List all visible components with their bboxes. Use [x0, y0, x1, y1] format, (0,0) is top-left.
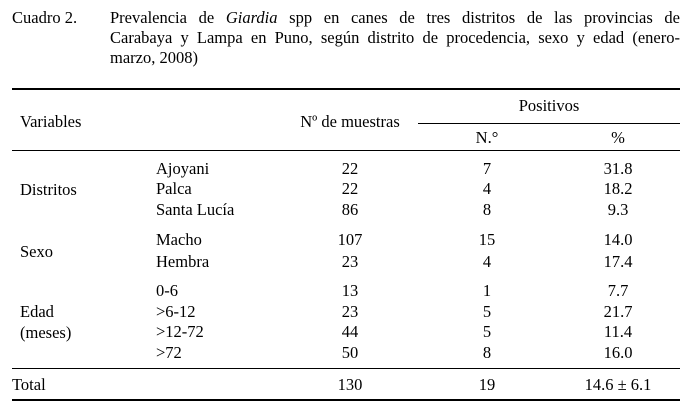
- row-pct: 31.8: [603, 159, 633, 178]
- row-muestras: 23: [341, 302, 359, 321]
- row-category: >6-12: [156, 302, 196, 321]
- row-muestras: 107: [337, 230, 363, 249]
- caption-line-2: [12, 28, 680, 48]
- table-bottom-rule: [12, 399, 680, 401]
- table-top-rule: [12, 88, 680, 90]
- row-pct: 21.7: [603, 302, 633, 321]
- row-n: 15: [478, 230, 496, 249]
- row-category: Ajoyani: [156, 159, 210, 178]
- row-category: Santa Lucía: [156, 200, 235, 219]
- row-pct: 18.2: [603, 179, 633, 198]
- row-n: 4: [482, 252, 492, 271]
- row-pct: 9.3: [607, 200, 629, 219]
- row-n: 1: [482, 281, 492, 300]
- header-n: N.°: [475, 128, 499, 147]
- row-category: >72: [156, 343, 182, 362]
- header-positivos: Positivos: [518, 96, 580, 115]
- caption-text-post: spp en canes de tres distritos de las provincias de: [277, 8, 681, 27]
- caption-line-3: [12, 48, 680, 68]
- row-muestras: 23: [341, 252, 359, 271]
- row-n: 4: [482, 179, 492, 198]
- row-muestras: 50: [341, 343, 359, 362]
- row-pct: 17.4: [603, 252, 633, 271]
- caption-label: Cuadro 2.: [12, 8, 78, 27]
- caption-genus-italic: Giardia: [225, 8, 278, 27]
- caption-line-1-text: [110, 8, 680, 28]
- row-n: 8: [482, 343, 492, 362]
- table-caption: [12, 8, 680, 68]
- total-n: 19: [478, 375, 496, 394]
- group-label-sexo: Sexo: [20, 242, 53, 261]
- row-category: Macho: [156, 230, 202, 249]
- row-category: Palca: [156, 179, 192, 198]
- row-muestras: 44: [341, 322, 359, 341]
- row-pct: 11.4: [603, 322, 633, 341]
- row-category: Hembra: [156, 252, 210, 271]
- header-pct: %: [611, 128, 625, 147]
- total-pct: 14.6 ± 6.1: [584, 375, 652, 394]
- row-pct: 7.7: [607, 281, 629, 300]
- header-muestras: Nº de muestras: [300, 112, 400, 131]
- total-top-rule: [12, 368, 680, 369]
- row-muestras: 22: [341, 159, 359, 178]
- row-category: 0-6: [156, 281, 178, 300]
- row-muestras: 86: [341, 200, 359, 219]
- row-n: 8: [482, 200, 492, 219]
- row-muestras: 22: [341, 179, 359, 198]
- caption-line-2-text: Carabaya y Lampa en Puno, según distrito de procedencia, sexo y edad (enero-: [110, 28, 680, 47]
- group-label-edad: Edad: [20, 302, 54, 321]
- caption-text-pre: Prevalencia de: [110, 8, 226, 27]
- caption-line-1: [12, 8, 680, 28]
- group-label-distritos: Distritos: [20, 180, 77, 199]
- header-bottom-rule: [12, 150, 680, 151]
- row-pct: 14.0: [603, 230, 633, 249]
- row-category: >12-72: [156, 322, 204, 341]
- row-n: 5: [482, 302, 492, 321]
- row-pct: 16.0: [603, 343, 633, 362]
- total-label: Total: [12, 375, 46, 394]
- row-n: 7: [482, 159, 492, 178]
- positivos-underline: [418, 123, 680, 124]
- total-muestras: 130: [337, 375, 363, 394]
- caption-line-3-text: marzo, 2008): [110, 48, 198, 67]
- header-variables: Variables: [20, 112, 82, 131]
- row-n: 5: [482, 322, 492, 341]
- row-muestras: 13: [341, 281, 359, 300]
- group-label-edad-unit: (meses): [20, 323, 72, 342]
